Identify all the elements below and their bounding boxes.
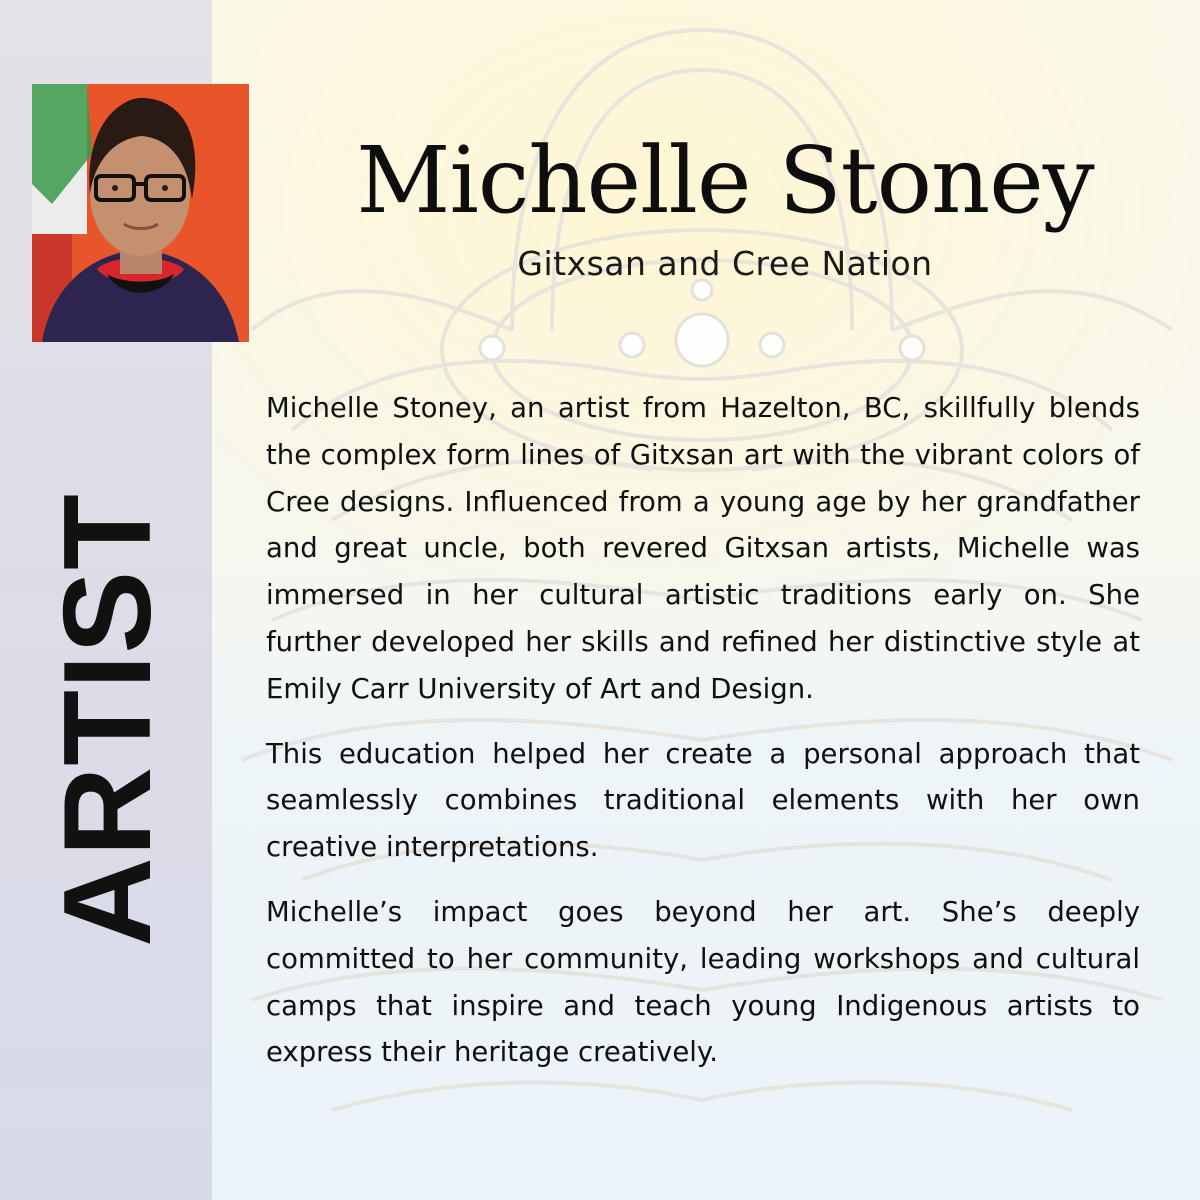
bio-paragraph: Michelle Stoney, an artist from Hazelton, BC, skillfully blends the complex form lines of Gitxsan art with the vibrant colors of Cree designs. Influenced from a young age by her grandfather and great uncle, both revered Gitxsan artists, Michelle was immersed in her cultural artistic traditions early on. She further developed her skills and refined her distinctive style at Emily Carr University of Art and Design. xyxy=(266,392,1140,705)
bio-paragraph: Michelle’s impact goes beyond her art. She’s deeply committed to her community, leading workshops and cultural camps that inspire and teach young Indigenous artists to express their heritage creatively. xyxy=(266,895,1140,1069)
artist-nation: Gitxsan and Cree Nation xyxy=(517,244,933,283)
artist-bio xyxy=(266,385,1140,1094)
section-label: ARTIST xyxy=(39,493,177,947)
artist-portrait xyxy=(32,84,249,342)
portrait-image xyxy=(32,84,249,342)
bio-paragraph: This education helped her create a personal approach that seamlessly combines traditional elements with her own creative interpretations. xyxy=(266,737,1140,864)
artist-name: Michelle Stoney xyxy=(356,127,1094,234)
sidebar-panel xyxy=(0,0,212,1200)
